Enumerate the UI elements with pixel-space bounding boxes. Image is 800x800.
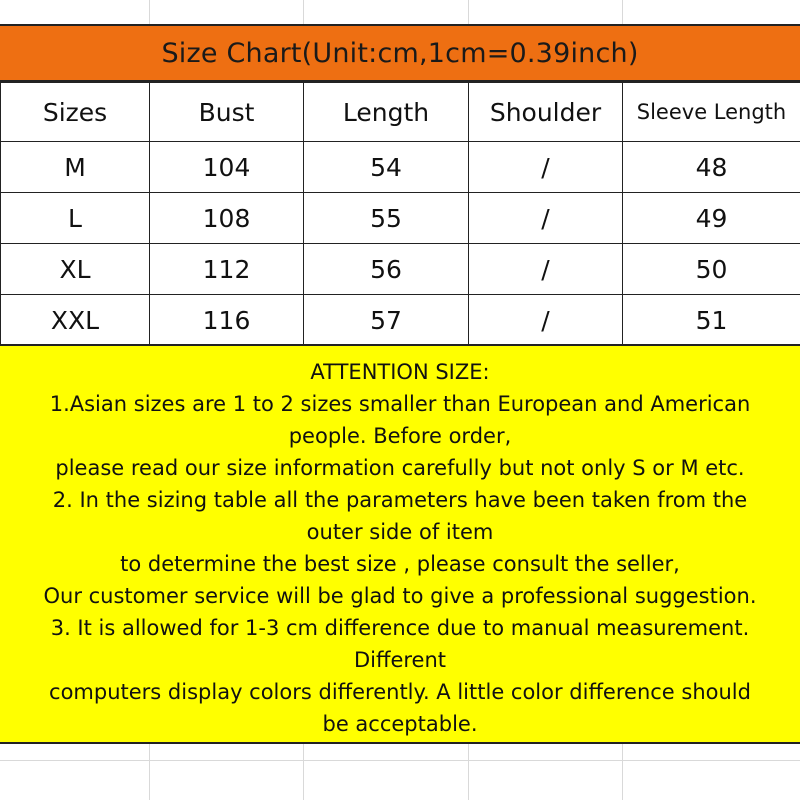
notice-line: be acceptable. [322,712,478,736]
table-row [1,295,800,346]
cell-bust: 104 [150,142,304,193]
cell-bust: 116 [150,295,304,346]
cell-length: 56 [304,244,469,295]
size-table [0,82,800,346]
notice-line: to determine the best size , please consult the seller, [120,552,680,576]
cell-sleeve-length: 49 [623,193,800,244]
table-row [1,193,800,244]
cell-shoulder: / [469,244,623,295]
cell-sleeve-length: 50 [623,244,800,295]
cell-size: XXL [1,295,150,346]
cell-shoulder: / [469,295,623,346]
notice-line: Different [353,648,447,672]
notice-line: 1.Asian sizes are 1 to 2 sizes smaller than European and American [49,392,751,416]
cell-length: 54 [304,142,469,193]
notice-line: Our customer service will be glad to give a professional suggestion. [43,584,757,608]
notice-line: outer side of item [306,520,494,544]
table-row [1,244,800,295]
notice-line: 2. In the sizing table all the parameters have been taken from the [52,488,748,512]
table-row [1,142,800,193]
cell-bust: 108 [150,193,304,244]
cell-length: 57 [304,295,469,346]
notice-line: computers display colors differently. A little color difference should [49,680,751,704]
cell-sleeve-length: 51 [623,295,800,346]
cell-length: 55 [304,193,469,244]
header-shoulder: Shoulder [469,83,623,142]
attention-notice [0,344,800,744]
cell-bust: 112 [150,244,304,295]
cell-shoulder: / [469,193,623,244]
cell-sleeve-length: 48 [623,142,800,193]
cell-size: XL [1,244,150,295]
notice-heading: ATTENTION SIZE: [310,360,490,384]
cell-shoulder: / [469,142,623,193]
notice-line: please read our size information carefully but not only S or M etc. [55,456,745,480]
table-header-row [1,83,800,142]
header-length: Length [304,83,469,142]
header-sizes: Sizes [1,83,150,142]
size-chart-title: Size Chart(Unit:cm,1cm=0.39inch) [0,24,800,82]
header-sleeve-length: Sleeve Length [623,83,800,142]
cell-size: L [1,193,150,244]
cell-size: M [1,142,150,193]
notice-line: 3. It is allowed for 1-3 cm difference due to manual measurement. [50,616,750,640]
header-bust: Bust [150,83,304,142]
notice-line: people. Before order, [288,424,512,448]
